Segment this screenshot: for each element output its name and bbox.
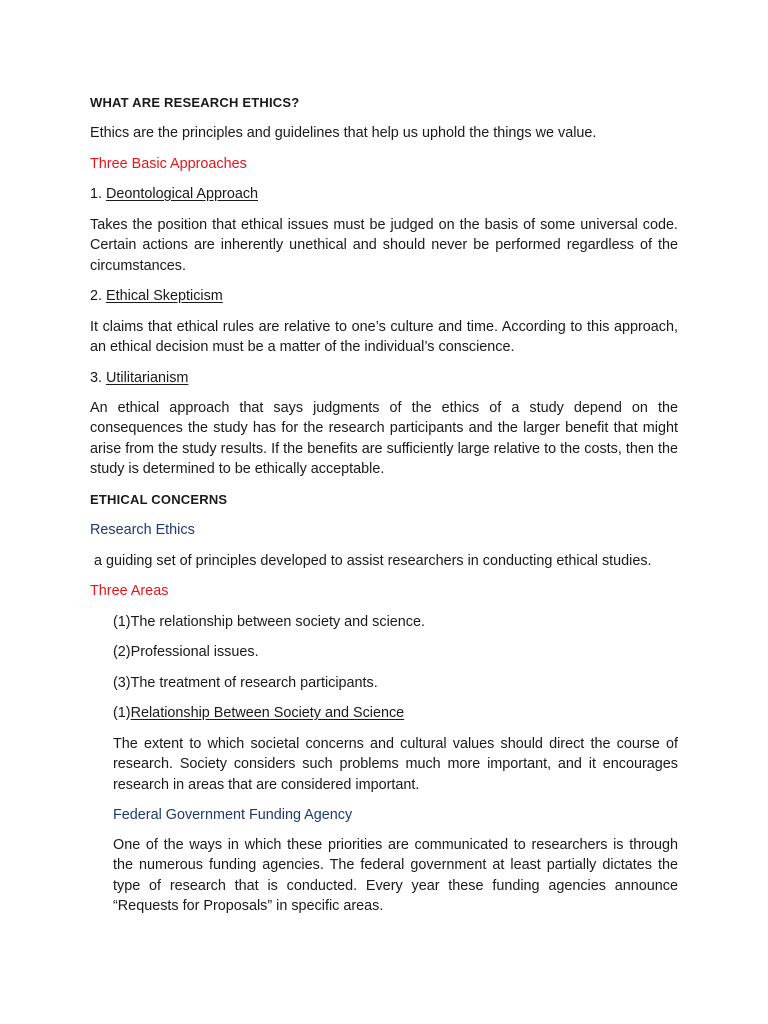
page-title: WHAT ARE RESEARCH ETHICS? — [90, 95, 300, 110]
area-3-text: The treatment of research participants. — [130, 675, 378, 691]
approach-2-number: 2. — [90, 288, 103, 304]
intro-paragraph: Ethics are the principles and guidelines that help us uphold the things we value. — [90, 125, 597, 141]
approach-1-number: 1. — [90, 186, 103, 202]
area-1-section-title: Relationship Between Society and Science — [130, 705, 405, 721]
area-1-number: (1) — [113, 614, 131, 630]
approaches-heading: Three Basic Approaches — [90, 156, 247, 172]
research-ethics-heading: Research Ethics — [90, 522, 195, 538]
area-3-number: (3) — [113, 675, 131, 691]
approach-3-name: Utilitarianism — [106, 370, 189, 386]
area-1-section-body: The extent to which societal concerns and cultural values should direct the course of research. Society considers such problems much more important, and it encourages research in areas that are considered important. — [113, 736, 678, 793]
concerns-heading: ETHICAL CONCERNS — [90, 492, 228, 507]
area-list-item — [113, 642, 678, 662]
approach-1-name: Deontological Approach — [106, 186, 259, 202]
approach-3-number: 3. — [90, 370, 103, 386]
approach-1-heading — [90, 184, 678, 204]
area-1-text: The relationship between society and science. — [130, 614, 425, 630]
area-2-number: (2) — [113, 644, 131, 660]
area-1-section-heading — [113, 703, 678, 723]
funding-heading: Federal Government Funding Agency — [113, 807, 353, 823]
approach-3-heading — [90, 368, 678, 388]
research-ethics-definition: a guiding set of principles developed to assist researchers in conducting ethical studies. — [90, 553, 652, 569]
approach-2-description: It claims that ethical rules are relative to one’s culture and time. According to this approach, an ethical decision must be a matter of the individual’s conscience. — [90, 319, 678, 356]
area-1-section-number: (1) — [113, 705, 131, 721]
area-list-item — [113, 673, 678, 693]
funding-body: One of the ways in which these priorities are communicated to researchers is through the numerous funding agencies. The federal government at least partially dictates the type of research that is conducted. Every year these funding agencies announce “Requests for Proposals” in specific areas. — [113, 837, 678, 915]
approach-2-name: Ethical Skepticism — [106, 288, 223, 304]
area-2-text: Professional issues. — [130, 644, 259, 660]
areas-heading: Three Areas — [90, 583, 169, 599]
approach-1-description: Takes the position that ethical issues must be judged on the basis of some universal code. Certain actions are inherently unethical and should never be performed regardless of the circumstances. — [90, 217, 678, 274]
approach-2-heading — [90, 286, 678, 306]
approach-3-description: An ethical approach that says judgments of the ethics of a study depend on the consequences the study has for the research participants and the larger benefit that might arise from the study results. If the benefits are sufficiently large relative to the costs, then the study is determined to be ethically acceptable. — [90, 400, 678, 478]
area-list-item — [113, 612, 678, 632]
